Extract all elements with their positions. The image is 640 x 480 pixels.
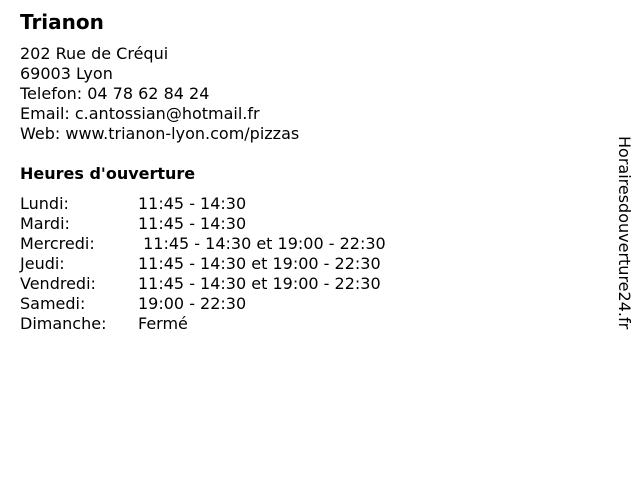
phone-line: Telefon: 04 78 62 84 24 bbox=[20, 84, 210, 103]
hours-row-friday bbox=[20, 274, 386, 294]
time-value: 11:45 - 14:30 et 19:00 - 22:30 bbox=[138, 274, 381, 293]
hours-row-wednesday bbox=[20, 234, 386, 254]
day-label: Vendredi: bbox=[20, 274, 96, 293]
web-line: Web: www.trianon-lyon.com/pizzas bbox=[20, 124, 300, 143]
time-value: Fermé bbox=[138, 314, 188, 333]
day-label: Mercredi: bbox=[20, 234, 95, 253]
city-address: 69003 Lyon bbox=[20, 64, 113, 83]
hours-row-sunday bbox=[20, 314, 386, 334]
time-value: 11:45 - 14:30 et 19:00 - 22:30 bbox=[138, 234, 386, 253]
time-value: 11:45 - 14:30 bbox=[138, 194, 247, 213]
hours-row-monday bbox=[20, 194, 386, 214]
day-label: Mardi: bbox=[20, 214, 70, 233]
watermark-text: Horairesdouverture24.fr bbox=[615, 136, 634, 330]
day-label: Jeudi: bbox=[20, 254, 65, 273]
hours-heading: Heures d'ouverture bbox=[20, 164, 196, 183]
business-name: Trianon bbox=[20, 10, 104, 34]
address-block bbox=[20, 44, 299, 144]
hours-row-thursday bbox=[20, 254, 386, 274]
day-label: Lundi: bbox=[20, 194, 69, 213]
time-value: 19:00 - 22:30 bbox=[138, 294, 247, 313]
day-label: Samedi: bbox=[20, 294, 86, 313]
email-line: Email: c.antossian@hotmail.fr bbox=[20, 104, 260, 123]
hours-table bbox=[20, 194, 386, 334]
day-label: Dimanche: bbox=[20, 314, 107, 333]
time-value: 11:45 - 14:30 bbox=[138, 214, 247, 233]
hours-row-tuesday bbox=[20, 214, 386, 234]
hours-row-saturday bbox=[20, 294, 386, 314]
street-address: 202 Rue de Créqui bbox=[20, 44, 169, 63]
time-value: 11:45 - 14:30 et 19:00 - 22:30 bbox=[138, 254, 381, 273]
